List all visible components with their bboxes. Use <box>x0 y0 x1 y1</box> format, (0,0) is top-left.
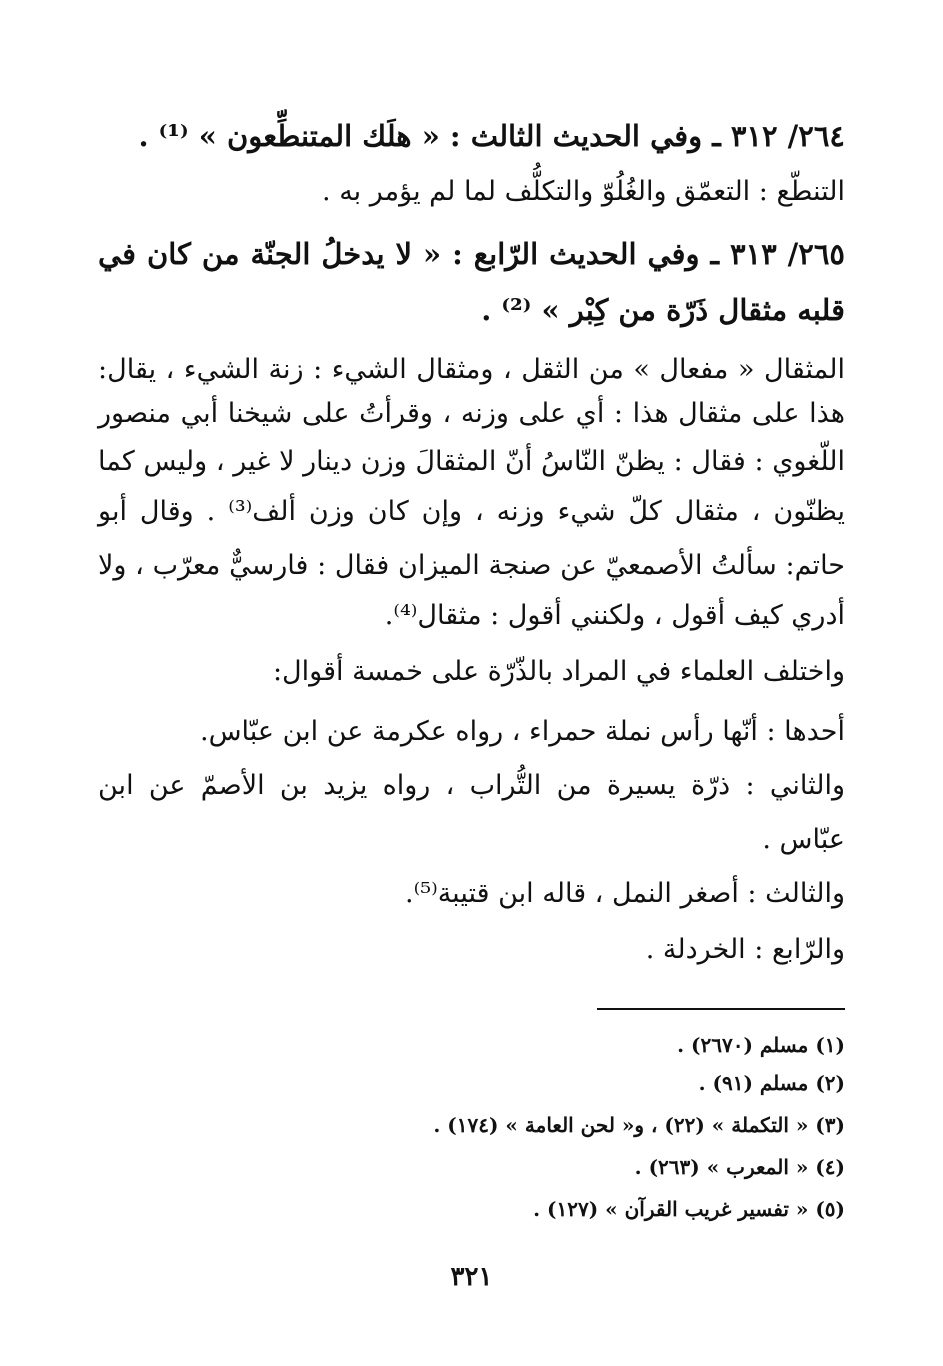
page-number: ٣٢١ <box>450 1262 493 1292</box>
hadith-265-heading-cont: قلبه مثقال ذَرّة من كِبْر » ⁽²⁾ . <box>481 293 845 327</box>
footnote-4: (٤) « المعرب » (٢٦٣) . <box>634 1155 845 1179</box>
text-line: يظنّون ، مثقال كلّ شيء وزنه ، وإن كان وزن ألف⁽³⁾ . وقال أبو <box>98 496 845 527</box>
text-line: والثاني : ذرّة يسيرة من التُّراب ، رواه يزيد بن الأصمّ عن ابن <box>98 770 845 801</box>
footnote-1: (١) مسلم (٢٦٧٠) . <box>677 1033 845 1057</box>
footnote-3: (٣) « التكملة » (٢٢) ، و« لحن العامة » (١٧٤) . <box>433 1113 845 1137</box>
text-line: واختلف العلماء في المراد بالذّرّة على خمسة أقوال: <box>272 656 845 687</box>
hadith-265-heading: ٢٦٥/ ٣١٣ ـ وفي الحديث الرّابع : « لا يدخلُ الجنّة من كان في <box>98 237 845 271</box>
text-line: عبّاس . <box>762 824 845 855</box>
text-line: حاتم: سألتُ الأصمعيّ عن صنجة الميزان فقال : فارسيٌّ معرّب ، ولا <box>98 550 845 581</box>
text-line: هذا على مثقال هذا : أي على وزنه ، وقرأتُ على شيخنا أبي منصور <box>98 398 845 429</box>
text-line: أحدها : أنّها رأس نملة حمراء ، رواه عكرمة عن ابن عبّاس. <box>199 716 845 747</box>
text-line: المثقال « مفعال » من الثقل ، ومثقال الشيء : زنة الشيء ، يقال: <box>98 354 845 385</box>
footnote-5: (٥) « تفسير غريب القرآن » (١٢٧) . <box>533 1197 845 1221</box>
text-line: أدري كيف أقول ، ولكنني أقول : مثقال⁽⁴⁾. <box>384 600 845 631</box>
hadith-264-heading: ٢٦٤/ ٣١٢ ـ وفي الحديث الثالث : « هلَك المتنطِّعون » ⁽¹⁾ . <box>138 119 845 153</box>
text-line: والرّابع : الخردلة . <box>645 934 845 965</box>
text-line: والثالث : أصغر النمل ، قاله ابن قتيبة⁽⁵⁾. <box>405 878 845 909</box>
text-line: اللّغوي : فقال : يظنّ النّاسُ أنّ المثقالَ وزن دينار لا غير ، وليس كما <box>98 446 845 477</box>
footnote-divider <box>597 1008 845 1010</box>
footnote-2: (٢) مسلم (٩١) . <box>698 1071 845 1095</box>
text-line: التنطّع : التعمّق والغُلُوّ والتكلُّف لما لم يؤمر به . <box>322 176 845 207</box>
